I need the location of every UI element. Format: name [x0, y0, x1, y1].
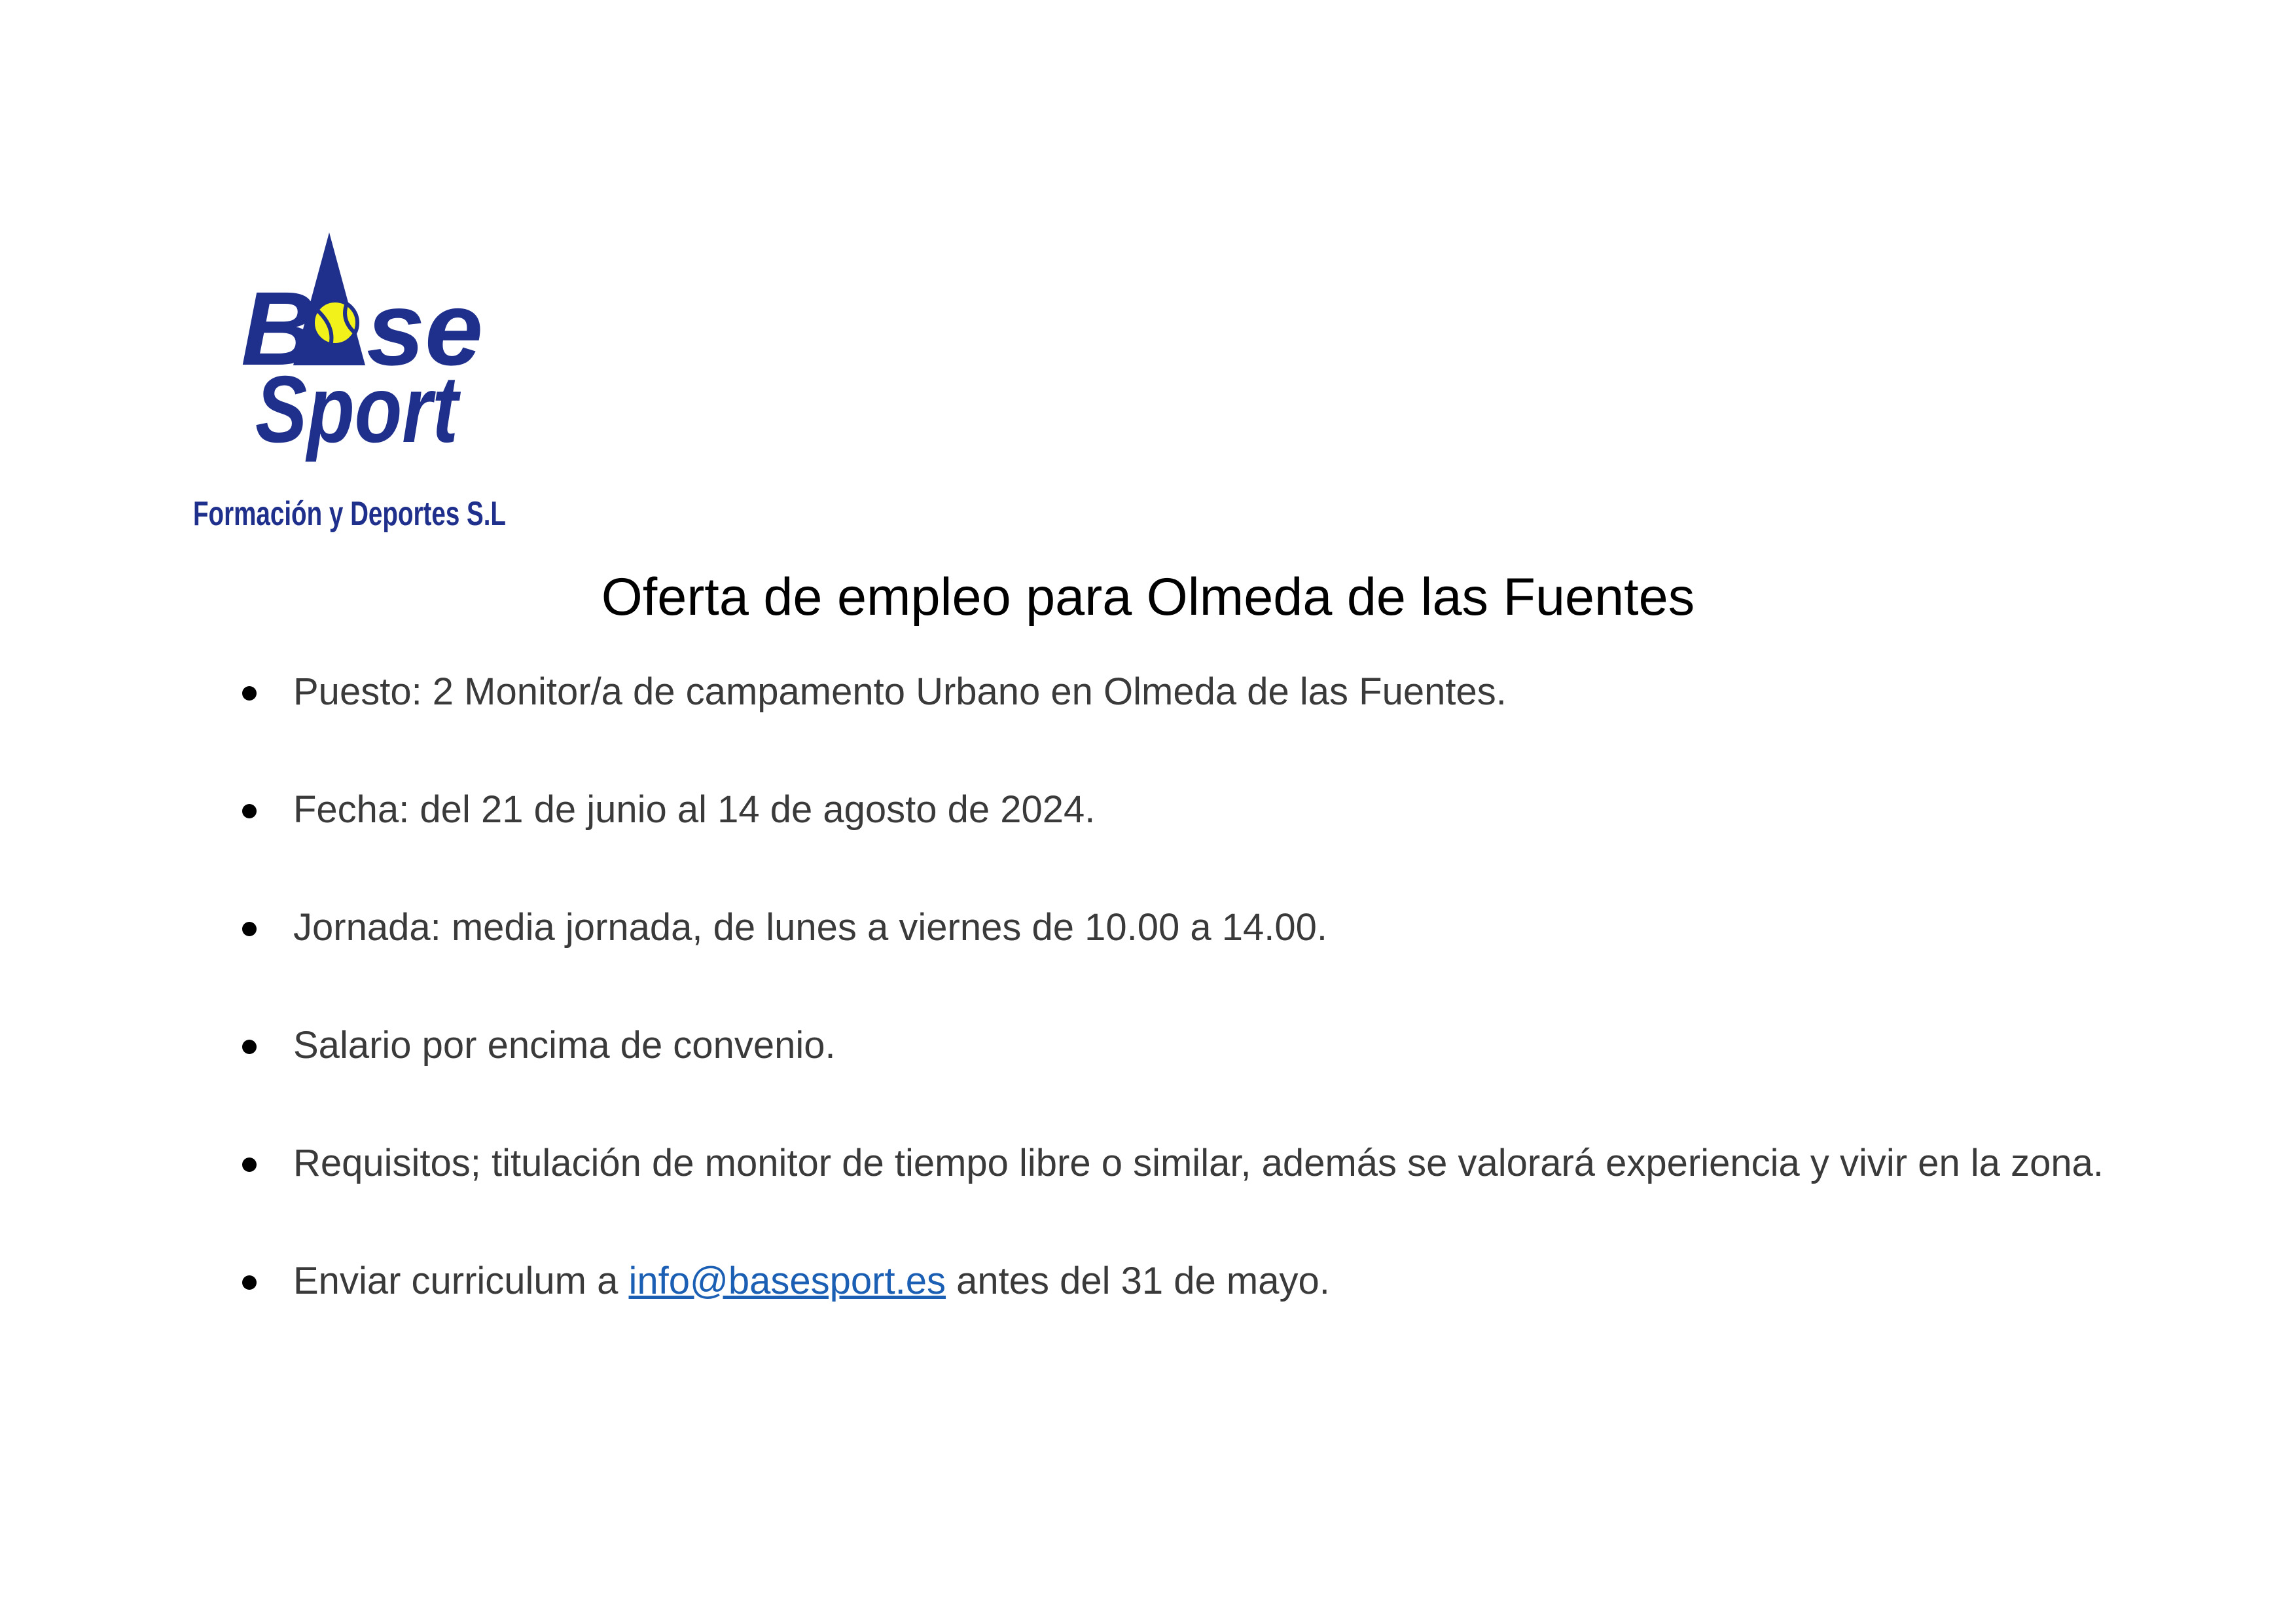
- bullet-icon: [242, 1275, 257, 1290]
- logo-letters-se: se: [367, 270, 483, 387]
- list-item-requirements: [242, 1134, 2127, 1193]
- list-item-text: Puesto: 2 Monitor/a de campamento Urbano en Olmeda de las Fuentes.: [293, 670, 1507, 713]
- list-item-position: [242, 663, 2127, 721]
- logo-word-sport: Sport: [255, 356, 461, 462]
- send-cv-prefix: Enviar curriculum a: [293, 1260, 619, 1302]
- list-item-text: Fecha: del 21 de junio al 14 de agosto de 2024.: [293, 788, 1096, 831]
- send-cv-suffix: antes del 31 de mayo.: [956, 1260, 1330, 1302]
- logo-tagline: Formación y Deportes S.L: [193, 495, 506, 533]
- list-item-salary: [242, 1016, 2127, 1075]
- list-item-text: Jornada: media jornada, de lunes a viernes de 10.00 a 14.00.: [293, 906, 1327, 949]
- logo-letter-b: B: [241, 270, 317, 387]
- bullet-icon: [242, 686, 257, 701]
- list-item-send-cv: [242, 1252, 2127, 1311]
- list-item-text: [293, 1252, 2127, 1311]
- email-link[interactable]: info@basesport.es: [628, 1260, 946, 1302]
- bullet-icon: [242, 922, 257, 936]
- list-item-date: [242, 780, 2127, 839]
- list-item-text: Requisitos; titulación de monitor de tiempo libre o similar, además se valorará experiencia y vivir en la zona.: [293, 1142, 2104, 1184]
- list-item-schedule: [242, 898, 2127, 957]
- bullet-icon: [242, 1040, 257, 1054]
- list-item-text: Salario por encima de convenio.: [293, 1024, 836, 1067]
- bullet-icon: [242, 804, 257, 818]
- bullet-icon: [242, 1158, 257, 1172]
- page-title: Oferta de empleo para Olmeda de las Fuentes: [601, 568, 1695, 627]
